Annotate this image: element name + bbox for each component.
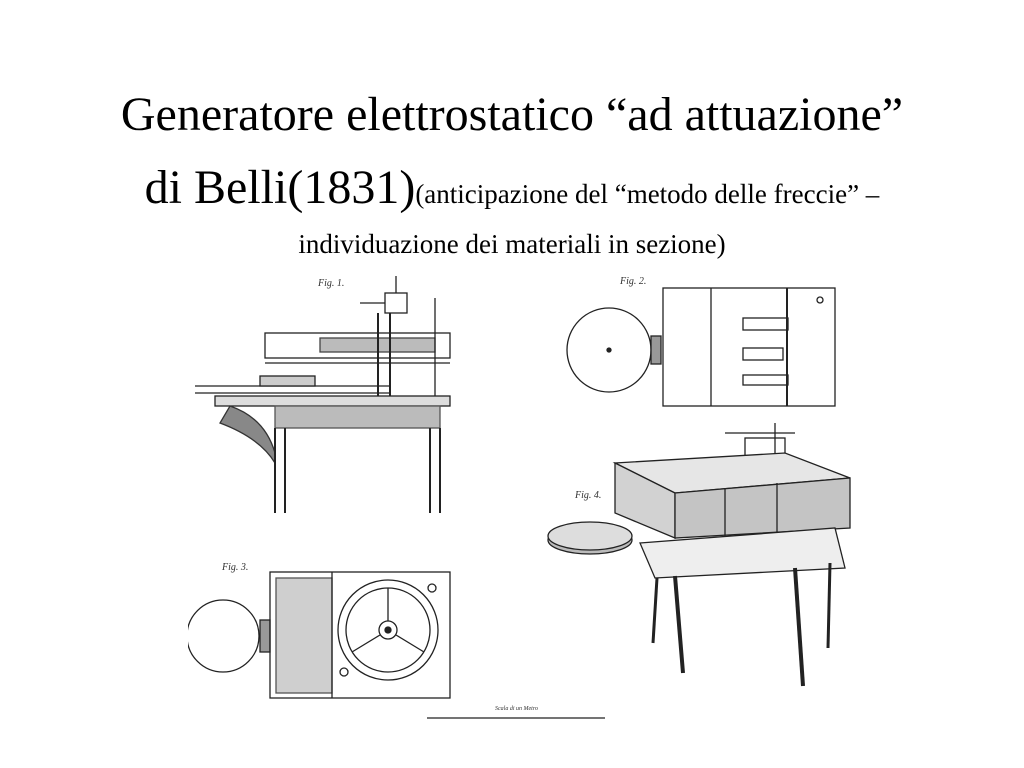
figure-4-perspective	[545, 418, 855, 690]
slide-title	[30, 84, 994, 262]
figure-1-label: Fig. 1.	[318, 278, 345, 289]
scale-caption: Scala di un Metro	[495, 706, 538, 712]
scale-bar	[425, 702, 610, 724]
figure-3-disc-plan	[188, 558, 456, 708]
figure-3-label: Fig. 3.	[222, 562, 249, 573]
figure-2-plan-view	[565, 270, 845, 415]
figure-4-label: Fig. 4.	[575, 490, 602, 501]
title-line-2-main: di Belli(1831)	[144, 161, 416, 214]
figure-1-side-elevation	[190, 268, 460, 524]
title-line-2-note: (anticipazione del “metodo delle freccie” –	[415, 179, 880, 209]
title-line-1: Generatore elettrostatico “ad attuazione”	[120, 88, 904, 141]
title-line-3: individuazione dei materiali in sezione)	[298, 229, 726, 259]
figure-2-label: Fig. 2.	[620, 276, 647, 287]
